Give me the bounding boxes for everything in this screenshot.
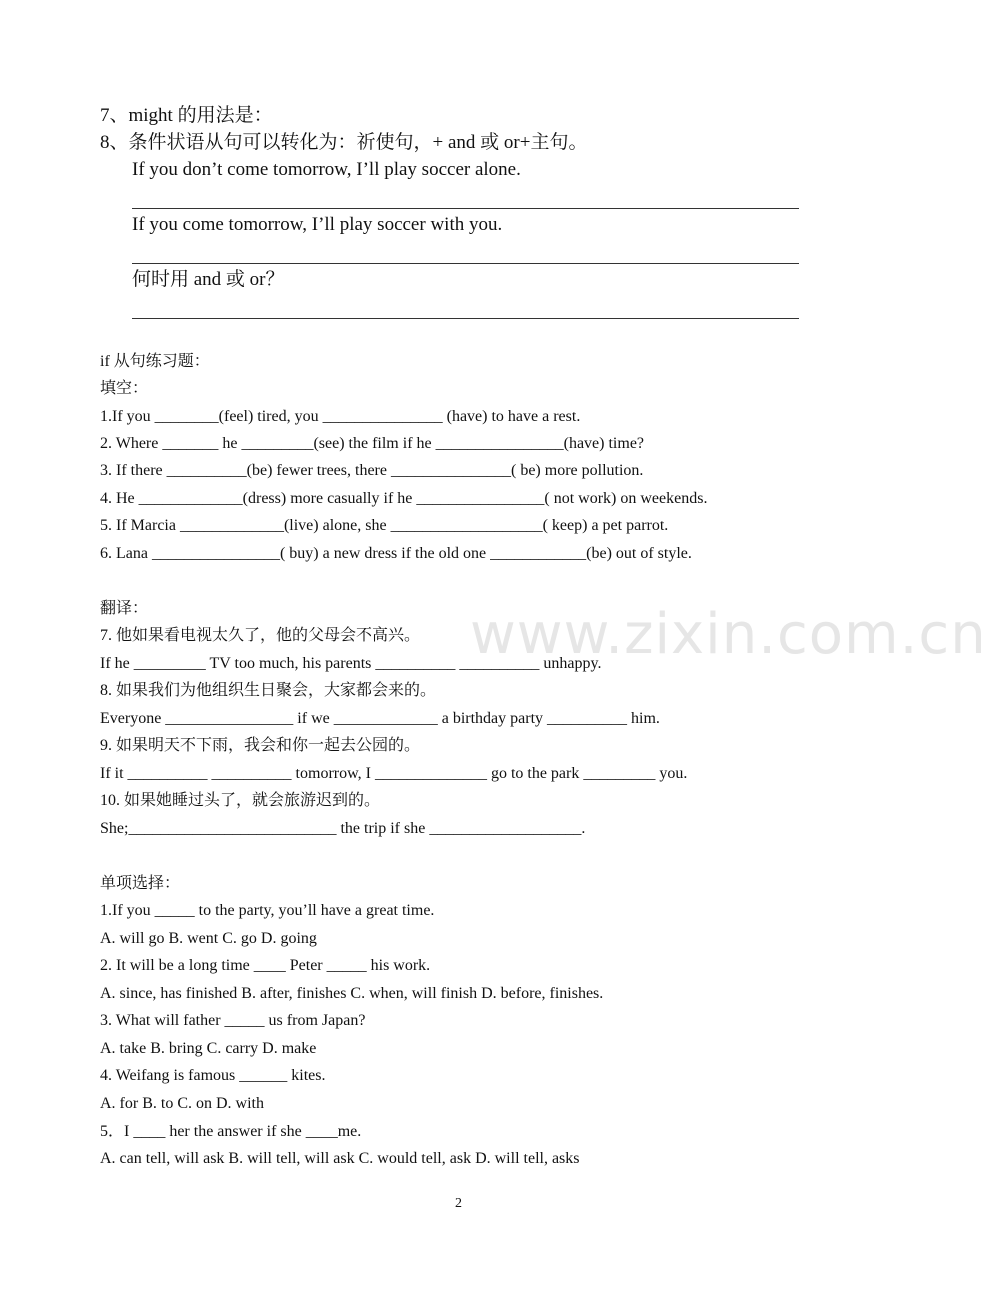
note-line-7: 7、might 的用法是：	[100, 105, 273, 126]
translate-item-9-en: If it __________ __________ tomorrow, I ______________ go to the park _________ you.	[100, 765, 688, 782]
mc-question-3: 3. What will father _____ us from Japan?	[100, 1012, 366, 1029]
translate-item-7-cn: 7. 他如果看电视太久了，他的父母会不高兴。	[100, 627, 421, 644]
mc-question-1: 1.If you _____ to the party, you’ll have a great time.	[100, 902, 435, 919]
answer-line	[132, 318, 799, 319]
translate-item-8-en: Everyone ________________ if we _____________ a birthday party __________ him.	[100, 710, 660, 727]
fill-item-1: 1.If you ________(feel) tired, you _______________ (have) to have a rest.	[100, 408, 581, 425]
translate-item-8-cn: 8. 如果我们为他组织生日聚会，大家都会来的。	[100, 682, 437, 699]
translate-item-10-en: She;__________________________ the trip if she ___________________.	[100, 820, 586, 837]
mc-question-5: 5．I ____ her the answer if she ____me.	[100, 1123, 362, 1140]
practice-title: if 从句练习题：	[100, 353, 210, 370]
fill-item-6: 6. Lana ________________( buy) a new dress if the old one ____________(be) out of style.	[100, 545, 692, 562]
question-and-or: 何时用 and 或 or？	[132, 269, 285, 290]
example-sentence-2: If you come tomorrow, I’ll play soccer with you.	[132, 214, 503, 235]
mc-options-2: A. since, has finished B. after, finishes C. when, will finish D. before, finishes.	[100, 985, 604, 1002]
mc-question-4: 4. Weifang is famous ______ kites.	[100, 1067, 326, 1084]
mc-options-1: A. will go B. went C. go D. going	[100, 930, 317, 947]
mc-options-3: A. take B. bring C. carry D. make	[100, 1040, 317, 1057]
mc-question-2: 2. It will be a long time ____ Peter _____ his work.	[100, 957, 431, 974]
fill-item-4: 4. He _____________(dress) more casually if he ________________( not work) on weekends.	[100, 490, 708, 507]
fill-item-3: 3. If there __________(be) fewer trees, there _______________( be) more pollution.	[100, 462, 644, 479]
fill-item-5: 5. If Marcia _____________(live) alone, she ___________________( keep) a pet parrot.	[100, 517, 669, 534]
answer-line	[132, 208, 799, 209]
page-number: 2	[455, 1196, 462, 1211]
translate-item-10-cn: 10. 如果她睡过头了，就会旅游迟到的。	[100, 792, 381, 809]
mc-options-4: A. for B. to C. on D. with	[100, 1095, 264, 1112]
fill-title: 填空：	[100, 380, 149, 397]
answer-line	[132, 263, 799, 264]
translate-item-7-en: If he _________ TV too much, his parents __________ __________ unhappy.	[100, 655, 602, 672]
note-line-8: 8、条件状语从句可以转化为：祈使句，+ and 或 or+主句。	[100, 132, 588, 153]
translate-title: 翻译：	[100, 600, 149, 617]
translate-item-9-cn: 9. 如果明天不下雨，我会和你一起去公园的。	[100, 737, 421, 754]
mc-options-5: A. can tell, will ask B. will tell, will ask C. would tell, ask D. will tell, asks	[100, 1150, 580, 1167]
watermark: www.zixin.com.cn	[470, 602, 987, 667]
fill-item-2: 2. Where _______ he _________(see) the film if he ________________(have) time?	[100, 435, 645, 452]
example-sentence-1: If you don’t come tomorrow, I’ll play soccer alone.	[132, 159, 521, 180]
mc-title: 单项选择：	[100, 875, 181, 892]
